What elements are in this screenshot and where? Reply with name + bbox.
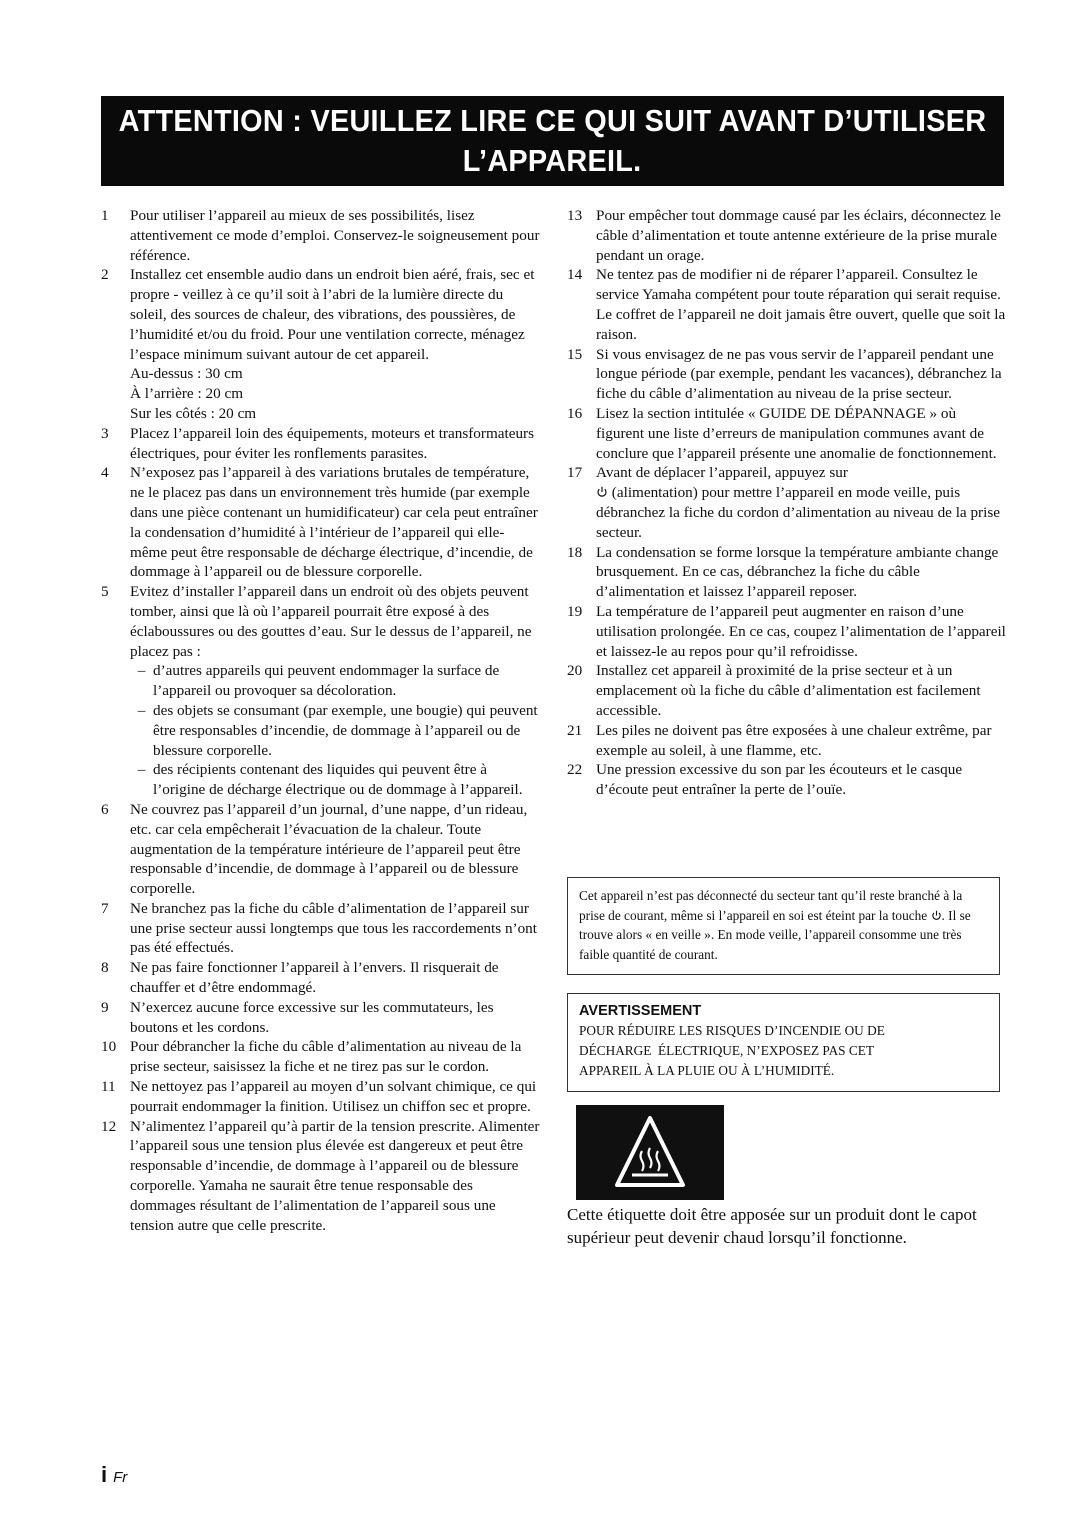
list-item: 2 Installez cet ensemble audio dans un endroit bien aéré, frais, sec et propre - veillez à ce qu’il soit à l’abri de la lumière directe du soleil, des sources de chaleur, des vibrations, des poussières, de l’humidité et/ou du froid. Pour une ventilation correcte, ménagez l’espace minimum suivant autour de cet appareil. Au-dessus : 30 cm À l’arrière : 20 cm Sur les côtés : 20 cm	[101, 265, 541, 423]
page-footer	[101, 1462, 127, 1488]
right-column	[567, 206, 1007, 800]
list-item: 6 Ne couvrez pas l’appareil d’un journal, d’une nappe, d’un rideau, etc. car cela empêcherait l’évacuation de la chaleur. Toute augmentation de la température intérieure de l’appareil peut être responsable d’incendie, de dommage à l’appareil ou de blessure corporelle.	[101, 800, 528, 898]
language-code: Fr	[113, 1469, 128, 1486]
sub-item: – des objets se consumant (par exemple, une bougie) qui peuvent être responsables d’incendie, de dommage à l’appareil ou de blessure corporelle.	[137, 701, 538, 759]
clearance-top: Au-dessus : 30 cm	[130, 365, 243, 383]
list-item: 18 La condensation se forme lorsque la température ambiante change brusquement. En ce cas, débranchez la fiche du câble d’alimentation et laissez l’appareil reposer.	[567, 543, 999, 601]
list-item: 12 N’alimentez l’appareil qu’à partir de la tension prescrite. Alimenter l’appareil sous une tension plus élevée est dangereux et peut être responsable d’incendie, de dommage à l’appareil ou de blessure corporelle. Yamaha ne saurait être tenue responsable des dommages résultant de l’alimentation de l’appareil sous une tension autre que celle prescrite.	[101, 1117, 540, 1234]
list-item: 16 Lisez la section intitulée « GUIDE DE DÉPANNAGE » où figurent une liste d’erreurs de manipulation communes avant de conclure que l’appareil présente une anomalie de fonctionnement.	[567, 404, 997, 462]
hot-surface-icon	[576, 1105, 724, 1200]
page-title-line1: ATTENTION : VEUILLEZ LIRE CE QUI SUIT AVANT D’UTILISER	[118, 103, 987, 138]
hot-label-caption: Cette étiquette doit être apposée sur un produit dont le capot supérieur peut devenir chaud lorsqu’il fonctionne.	[567, 1205, 977, 1247]
standby-note-box: Cet appareil n’est pas déconnecté du secteur tant qu’il reste branché à la prise de courant, même si l’appareil en soi est éteint par la touche . Il se trouve alors « en veille ». En mode veille, l’appareil consomme une très faible quantité de courant.	[567, 877, 1000, 975]
list-item: 21 Les piles ne doivent pas être exposées à une chaleur extrême, par exemple au soleil, à une flamme, etc.	[567, 721, 992, 759]
list-item: 22 Une pression excessive du son par les écouteurs et le casque d’écoute peut entraîner la perte de l’ouïe.	[567, 761, 963, 799]
page-title-line2: L’APPAREIL.	[463, 143, 642, 178]
warning-line: DÉCHARGE ÉLECTRIQUE, N’EXPOSEZ PAS CET	[579, 1043, 874, 1058]
warning-line: POUR RÉDUIRE LES RISQUES D’INCENDIE OU DE	[579, 1023, 885, 1038]
list-item: 14 Ne tentez pas de modifier ni de réparer l’appareil. Consultez le service Yamaha compétent pour toute réparation qui serait requise. Le coffret de l’appareil ne doit jamais être ouvert, quelle que soit la raison.	[567, 266, 1006, 343]
page-number: i	[101, 1462, 108, 1487]
clearance-back: À l’arrière : 20 cm	[130, 385, 244, 403]
list-item: 17 Avant de déplacer l’appareil, appuyez sur (alimentation) pour mettre l’appareil en mode veille, puis débranchez la fiche du cordon d’alimentation au niveau de la prise secteur.	[567, 464, 1000, 541]
warning-title: AVERTISSEMENT	[579, 1003, 702, 1019]
list-item: 20 Installez cet appareil à proximité de la prise secteur et à un emplacement où la fiche du câble d’alimentation est facilement accessible.	[567, 662, 981, 719]
list-item: 19 La température de l’appareil peut augmenter en raison d’une utilisation prolongée. En ce cas, coupez l’alimentation de l’appareil et laissez-le au repos pour qu’il refroidisse.	[567, 602, 1006, 660]
list-item: 5 Evitez d’installer l’appareil dans un endroit où des objets peuvent tomber, ainsi que là où l’appareil pourrait être exposé à des éclaboussures ou des gouttes d’eau. Sur le dessus de l’appareil, ne placez pas : – d’autres appareils qui peuvent endommager la surface de l’appareil ou provoquer sa décoloration. – des objets se consumant (par exemple, une bougie) qui peuvent être responsables d’incendie, de dommage à l’appareil ou de blessure corporelle. – des récipients contenant des liquides qui peuvent être à l’origine de décharge électrique ou de dommage à l’appareil.	[101, 582, 541, 800]
list-item: 15 Si vous envisagez de ne pas vous servir de l’appareil pendant une longue période (par exemple, pendant les vacances), débranchez la fiche du câble d’alimentation au niveau de la prise secteur.	[567, 345, 1002, 403]
sub-item: – d’autres appareils qui peuvent endommager la surface de l’appareil ou provoquer sa décoloration.	[137, 662, 500, 700]
list-item: 7 Ne branchez pas la fiche du câble d’alimentation de l’appareil sur une prise secteur aussi longtemps que tous les raccordements n’ont pas été effectués.	[101, 899, 537, 957]
left-column	[101, 206, 541, 1235]
hot-surface-label	[576, 1105, 724, 1200]
list-item: 8 Ne pas faire fonctionner l’appareil à l’envers. Il risquerait de chauffer et d’être endommagé.	[101, 959, 499, 997]
title-banner	[101, 96, 1004, 186]
list-item: 10 Pour débrancher la fiche du câble d’alimentation au niveau de la prise secteur, saisissez la fiche et ne tirez pas sur le cordon.	[101, 1038, 522, 1076]
list-item: 9 N’exercez aucune force excessive sur les commutateurs, les boutons et les cordons.	[101, 998, 494, 1036]
list-item: 4 N’exposez pas l’appareil à des variations brutales de température, ne le placez pas dans un environnement très humide (par exemple dans une pièce contenant un humidificateur) car cela peut entraîner la condensation d’humidité à l’intérieur de l’appareil qui elle-même peut être responsable de décharge électrique, d’incendie, de dommage à l’appareil ou de blessure corporelle.	[101, 464, 538, 581]
warning-line: APPAREIL À LA PLUIE OU À L’HUMIDITÉ.	[579, 1063, 835, 1078]
power-icon	[596, 486, 608, 498]
list-item: 13 Pour empêcher tout dommage causé par les éclairs, déconnectez le câble d’alimentation et toute antenne extérieure de la prise murale pendant un orage.	[567, 207, 1001, 264]
power-icon	[931, 910, 942, 921]
warning-box	[567, 993, 1000, 1092]
list-item: 1 Pour utiliser l’appareil au mieux de ses possibilités, lisez attentivement ce mode d’emploi. Conservez-le soigneusement pour référence.	[101, 207, 540, 264]
clearance-sides: Sur les côtés : 20 cm	[130, 404, 257, 422]
list-item: 11 Ne nettoyez pas l’appareil au moyen d’un solvant chimique, ce qui pourrait endommager la finition. Utilisez un chiffon sec et propre.	[101, 1078, 537, 1115]
sub-item: – des récipients contenant des liquides qui peuvent être à l’origine de décharge électrique ou de dommage à l’appareil.	[137, 761, 523, 799]
list-item: 3 Placez l’appareil loin des équipements, moteurs et transformateurs électriques, pour éviter les ronflements parasites.	[101, 424, 535, 462]
